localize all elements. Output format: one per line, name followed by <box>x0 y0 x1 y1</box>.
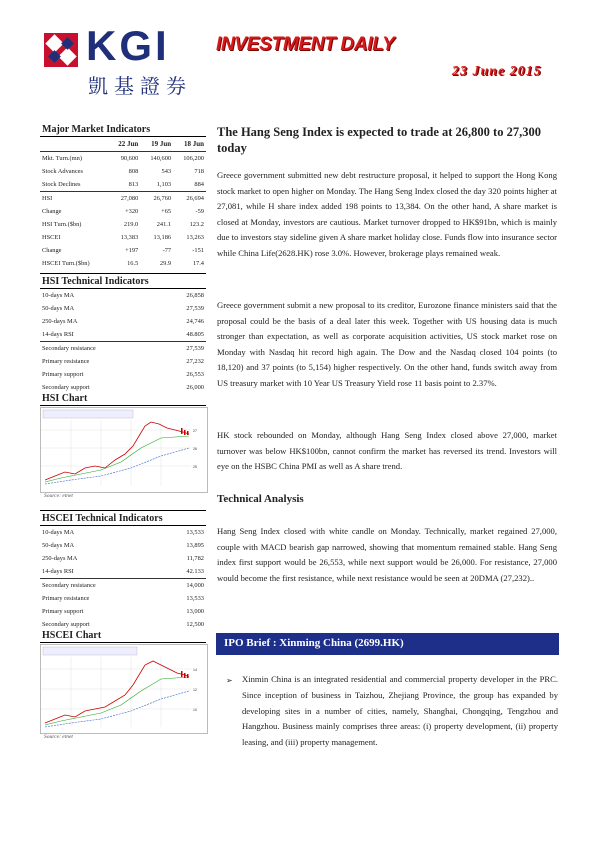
major-indicators-table <box>40 138 206 270</box>
table-row: Stock Advances 808 543 718 <box>42 168 204 175</box>
hsi-chart-heading: HSI Chart <box>42 393 88 404</box>
column-header: 18 Jun <box>183 140 204 148</box>
svg-text:14: 14 <box>193 668 197 672</box>
table-row: Primary resistance 13,533 <box>42 595 204 602</box>
hscei-chart-heading: HSCEI Chart <box>42 630 102 641</box>
brand-name: KGI <box>86 22 170 69</box>
major-indicators-heading: Major Market Indicators <box>42 124 151 135</box>
hscei-technical-heading: HSCEI Technical Indicators <box>42 513 163 524</box>
ipo-brief-title: IPO Brief : Xinming China (2699.HK) <box>224 637 404 649</box>
hsi-chart-source: Source: etnet <box>44 493 73 499</box>
table-row: Change +320 +65 -59 <box>42 208 204 215</box>
svg-text:27: 27 <box>193 429 197 433</box>
hsi-chart-image <box>40 407 208 493</box>
table-row: Stock Declines 813 1,103 884 <box>42 181 204 188</box>
table-row: 10-days MA 13,533 <box>42 529 204 536</box>
divider <box>40 273 206 274</box>
divider <box>40 136 206 137</box>
table-row: 10-days MA 26,858 <box>42 292 204 299</box>
table-row: 14-days RSI 42.133 <box>42 568 204 575</box>
article-headline: The Hang Seng Index is expected to trade at 26,800 to 27,300 today <box>217 125 541 155</box>
report-date: 23 June 2015 <box>452 64 542 79</box>
article-paragraph: HK stock rebounded on Monday, although Hang Seng Index closed above 27,000, market turnover was below HK$100bn, cannot confirm the market has reversed its trend. Investors will eye on the HSBC China PMI as well as A share trend. <box>217 430 557 472</box>
table-row: Mkt. Turn.(mn) 90,600 140,600 106,200 <box>40 152 206 166</box>
table-row: Secondary resistance 27,539 <box>40 342 206 356</box>
hsi-chart-graphic <box>41 408 207 492</box>
divider <box>40 405 206 406</box>
table-row: HSI 27,080 26,760 26,694 <box>40 192 206 206</box>
arrow-bullet-icon: ➢ <box>226 676 233 685</box>
svg-text:12: 12 <box>193 688 197 692</box>
svg-text:26: 26 <box>193 447 197 451</box>
table-row: HSCEI Turn.($bn) 16.5 29.9 17.4 <box>42 260 204 267</box>
hscei-technical-table <box>40 526 206 631</box>
table-row: Secondary resistance 14,000 <box>40 579 206 593</box>
hsi-technical-table <box>40 289 206 394</box>
hsi-technical-heading: HSI Technical Indicators <box>42 276 149 287</box>
table-row: Primary support 13,000 <box>42 608 204 615</box>
svg-text:25: 25 <box>193 465 197 469</box>
table-header-row <box>40 138 206 152</box>
table-row: HSCEI 13,383 13,186 13,263 <box>42 234 204 241</box>
hscei-chart-image <box>40 644 208 734</box>
hscei-chart-source: Source: etnet <box>44 734 73 740</box>
divider <box>40 642 206 643</box>
table-row: 250-days MA 24,746 <box>42 318 204 325</box>
column-header: 22 Jun <box>118 140 139 148</box>
ipo-brief-paragraph: Xinmin China is an integrated residential and commercial property developer in the PRC. Since inception of business in Taizhou, Zhejiang Province, the group has expanded by developing sites in a number of cities, namely, Shanghai, Chongqing, Tengzhou and Hangzhou. Business mainly comprises three areas: (i) property development, (ii) property leasing, and (iii) property management. <box>242 674 558 748</box>
table-row: 50-days MA 13,895 <box>42 542 204 549</box>
table-row: Primary support 26,553 <box>42 371 204 378</box>
article-paragraph: Greece government submitted new debt restructure proposal, it helped to support the Hong Kong stock market to open higher on Monday. The Hang Seng Index closed the day 320 points higher at 27,081, while H share index added 198 points to 13,384. On the other hand, A share market is closed at Monday, investors are cautious. Market turnover dropped to HK$91bn, which is mainly due to investors stay sideline given A share market holiday close. Funds flow into insurance sector while China Life(2628.HK) rose 3.0%. However, brokerage plays remained weak. <box>217 170 557 258</box>
article-paragraph: Greece government submit a new proposal to its creditor, Eurozone finance ministers said that the proposal could be the basis of a deal later this week. Together with US housing data is much stronger than expectation, as well as corporate acquisition activities, US stock market rose on Monday with Nasdaq hit record high again. The Dow and the Nasdaq closed 104 points (to 18,120) and 37 points (to 5,154) higher respectively. On the other hand, funds switch away from US treasury market with 10 Year US Treasury Yield rose 11 basis point to 2.37%. <box>217 300 557 388</box>
technical-analysis-heading: Technical Analysis <box>217 493 304 505</box>
report-title: INVESTMENT DAILY <box>216 34 395 55</box>
divider <box>40 510 206 511</box>
table-row: Primary resistance 27,232 <box>42 358 204 365</box>
table-row: Change +197 -77 -151 <box>42 247 204 254</box>
brand-chinese-name: 凱基證券 <box>88 74 192 98</box>
column-header: 19 Jun <box>151 140 172 148</box>
table-row: 14-days RSI 48.805 <box>42 331 204 338</box>
hscei-chart-graphic <box>41 645 207 733</box>
table-row: 250-days MA 11,782 <box>42 555 204 562</box>
table-row: 50-days MA 27,539 <box>42 305 204 312</box>
table-row: Secondary support 26,000 <box>42 384 204 391</box>
svg-text:10: 10 <box>193 708 197 712</box>
technical-analysis-paragraph: Hang Seng Index closed with white candle on Monday. Technically, market regained 27,000, couple with MACD bearish gap narrowed, showing that momentum remained stable. Hang Seng index first support would be 26,553, while next support would be 26,000. For resistance, 27,000 would become the first resistance, while next resistance would be seen at 20DMA (27,232).. <box>217 526 557 583</box>
table-row: HSI Turn.($bn) 219.0 241.1 123.2 <box>42 221 204 228</box>
table-row: Secondary support 12,500 <box>42 621 204 628</box>
